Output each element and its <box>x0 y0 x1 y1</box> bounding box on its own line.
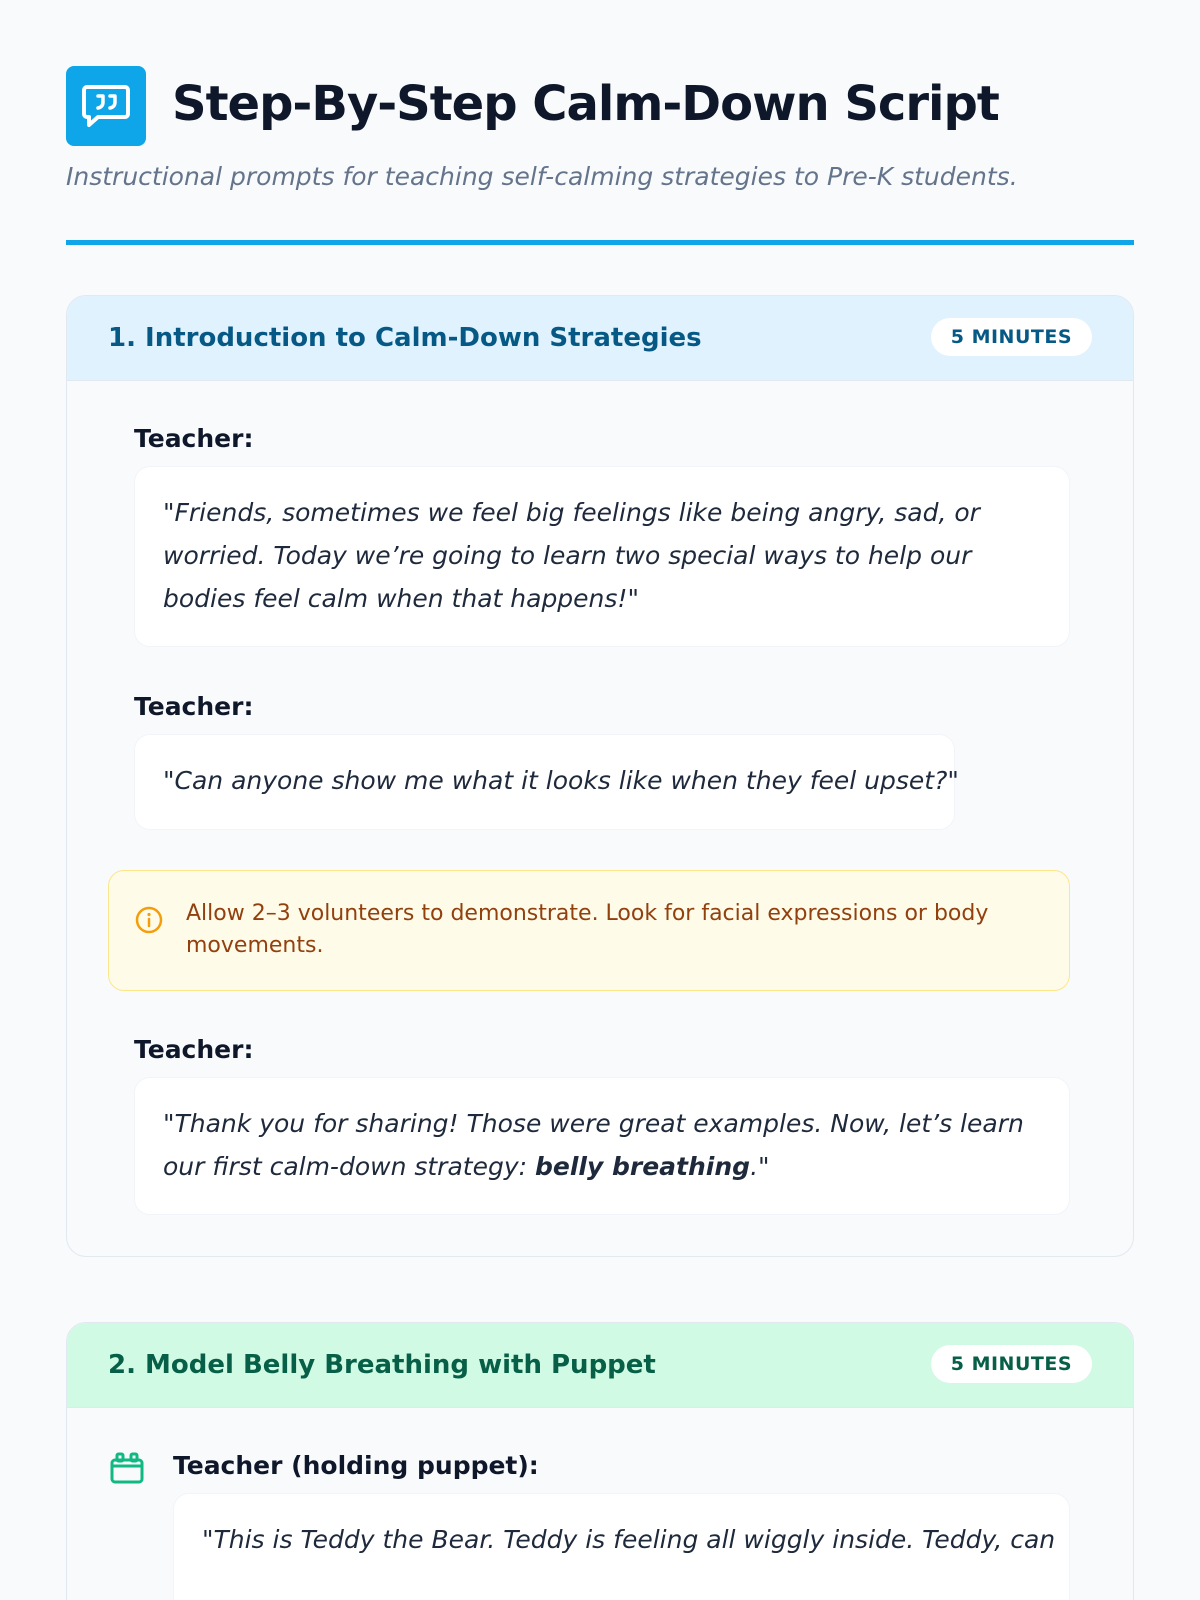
dialogue-quote: "This is Teddy the Bear. Teddy is feeling all wiggly inside. Teddy, can <box>173 1493 1070 1600</box>
info-icon <box>135 906 163 934</box>
section-introduction <box>66 295 1134 1257</box>
section-title: 2. Model Belly Breathing with Puppet <box>108 1350 656 1380</box>
instruction-note <box>108 870 1070 991</box>
dialogue-quote <box>134 1077 1070 1215</box>
section-header <box>67 296 1133 381</box>
page-title: Step-By-Step Calm-Down Script <box>172 76 999 132</box>
quote-emphasis: belly breathing <box>535 1152 751 1181</box>
quote-text-end: ." <box>750 1152 770 1181</box>
puppet-icon <box>109 1451 145 1485</box>
quote-text: "Thank you for sharing! Those were great examples. Now, let’s learn our first calm-down strategy: <box>163 1109 1024 1181</box>
quote-bubble-icon <box>66 66 146 146</box>
duration-badge: 5 MINUTES <box>931 318 1092 356</box>
note-text: Allow 2–3 volunteers to demonstrate. Look for facial expressions or body movements. <box>186 901 989 958</box>
section-title: 1. Introduction to Calm-Down Strategies <box>108 323 702 353</box>
dialogue-quote: "Friends, sometimes we feel big feelings like being angry, sad, or worried. Today we’re going to learn two special ways to help our bodies feel calm when that happens!" <box>134 466 1070 647</box>
duration-badge: 5 MINUTES <box>931 1345 1092 1383</box>
speaker-label: Teacher: <box>134 424 254 453</box>
speaker-label: Teacher: <box>134 692 254 721</box>
page-subtitle: Instructional prompts for teaching self-calming strategies to Pre-K students. <box>66 162 1018 191</box>
speaker-label: Teacher: <box>134 1035 254 1064</box>
speaker-label: Teacher (holding puppet): <box>173 1451 539 1480</box>
header-divider <box>66 240 1134 245</box>
section-header <box>67 1323 1133 1408</box>
dialogue-quote: "Can anyone show me what it looks like when they feel upset?" <box>134 734 955 830</box>
section-belly-breathing <box>66 1322 1134 1600</box>
